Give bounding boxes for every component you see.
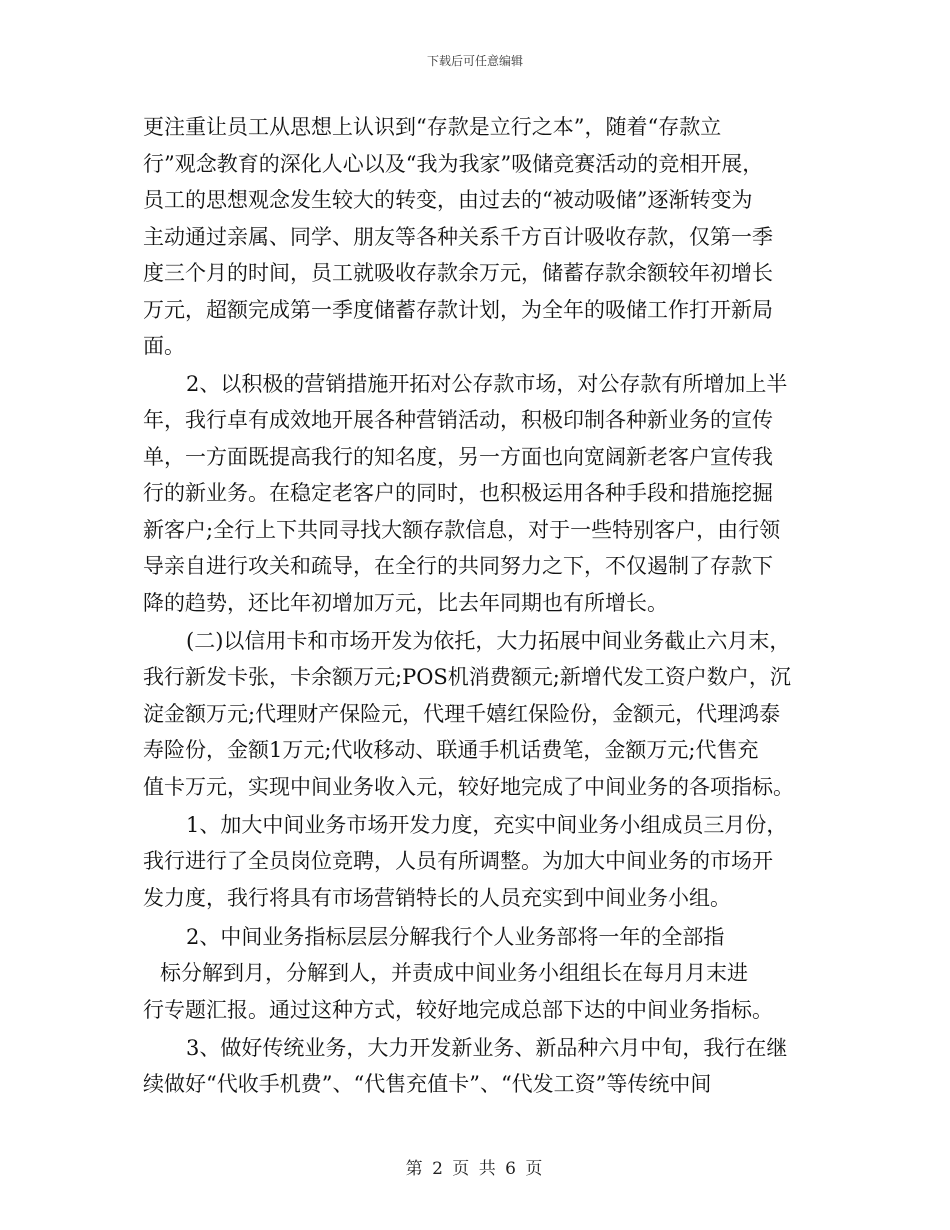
text-line: 2、以积极的营销措施开拓对公存款市场，对公存款有所增加上半 [186,372,788,396]
text-line: 我行进行了全员岗位竞聘，人员有所调整。为加大中间业务的市场开 [143,849,773,873]
text-line: 3、做好传统业务，大力开发新业务、新品种六月中旬，我行在继 [186,1036,788,1060]
text-line: 年，我行卓有成效地开展各种营销活动，积极印制各种新业务的宣传 [143,408,773,432]
page-number-footer: 第 2 页 共 6 页 [405,1159,545,1179]
text-line: 寿险份，金额1万元;代收移动、联通手机话费笔，金额万元;代售充 [143,738,759,762]
text-line: 行的新业务。在稳定老客户的同时，也积极运用各种手段和措施挖掘 [143,481,773,505]
text-line: 发力度，我行将具有市场营销特长的人员充实到中间业务小组。 [143,886,731,910]
text-line: (二)以信用卡和市场开发为依托，大力拓展中间业务截止六月末， [186,629,791,653]
text-line: 行”观念教育的深化人心以及“我为我家”吸储竞赛活动的竞相开展， [143,152,764,176]
text-line: 员工的思想观念发生较大的转变，由过去的“被动吸储”逐渐转变为 [143,188,753,212]
text-line: 淀金额万元;代理财产保险元，代理千嬉红保险份，金额元，代理鸿泰 [143,702,781,726]
text-line: 单，一方面既提高我行的知名度，另一方面也向宽阔新老客户宣传我 [143,445,773,469]
text-line: 我行新发卡张，卡余额万元;POS机消费额元;新增代发工资户数户，沉 [143,665,791,689]
text-line: 续做好“代收手机费”、“代售充值卡”、“代发工资”等传统中间 [143,1072,712,1096]
text-line: 2、中间业务指标层层分解我行个人业务部将一年的全部指 [186,925,725,949]
text-line: 万元，超额完成第一季度储蓄存款计划，为全年的吸储工作打开新局 [143,298,773,322]
text-line: 1、加大中间业务市场开发力度，充实中间业务小组成员三月份， [186,813,788,837]
text-line: 更注重让员工从思想上认识到“存款是立行之本”，随着“存款立 [143,115,722,139]
text-line: 新客户;全行上下共同寻找大额存款信息，对于一些特别客户，由行领 [143,518,781,542]
text-line: 主动通过亲属、同学、朋友等各种关系千方百计吸收存款，仅第一季 [143,225,773,249]
page-header: 下载后可任意编辑 [426,54,523,68]
text-line: 行专题汇报。通过这种方式，较好地完成总部下达的中间业务指标。 [143,998,773,1022]
text-line: 降的趋势，还比年初增加万元，比去年同期也有所增长。 [143,591,668,615]
text-line: 标分解到月，分解到人，并责成中间业务小组组长在每月月末进 [160,961,748,985]
text-line: 值卡万元，实现中间业务收入元，较好地完成了中间业务的各项指标。 [143,775,794,799]
text-line: 度三个月的时间，员工就吸收存款余万元，储蓄存款余额较年初增长 [143,261,773,285]
text-line: 面。 [143,334,185,358]
text-line: 导亲自进行攻关和疏导，在全行的共同努力之下，不仅遏制了存款下 [143,554,773,578]
